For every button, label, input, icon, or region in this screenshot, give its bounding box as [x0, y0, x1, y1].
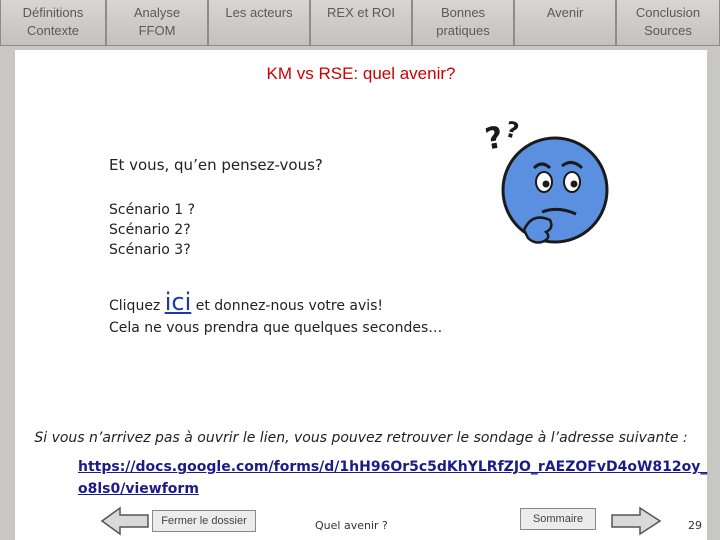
question-text: Et vous, qu’en pensez-vous? — [109, 156, 323, 174]
svg-text:?: ? — [503, 117, 521, 145]
tab-label-line1: Conclusion — [635, 5, 701, 20]
slide-number: 29 — [688, 519, 702, 532]
tab-definitions-contexte[interactable] — [0, 0, 106, 46]
svg-text:?: ? — [482, 120, 506, 158]
tab-label-line1: Définitions — [22, 5, 84, 20]
right-arrow-icon[interactable] — [610, 506, 662, 536]
cliquez-after: et donnez-nous votre avis! — [191, 298, 384, 314]
survey-link[interactable] — [78, 456, 708, 500]
tab-label-line2: Sources — [644, 23, 692, 38]
survey-link-line1: https://docs.google.com/forms/d/1hH96Or5c5dKhYLRfZJO_rAEZOFvD4oW812oy_ — [78, 459, 708, 475]
top-navigation — [0, 0, 720, 46]
tab-label-line1: Analyse — [133, 5, 181, 20]
scenario-item: Scénario 2? — [109, 222, 191, 238]
tab-label-line1: Avenir — [546, 5, 584, 20]
cliquez-before: Cliquez — [109, 298, 165, 314]
scenario-list — [109, 200, 195, 260]
tab-rex-roi[interactable] — [310, 0, 412, 46]
tab-avenir[interactable] — [514, 0, 616, 46]
tab-label-line1: REX et ROI — [327, 5, 395, 20]
tab-label-line2: pratiques — [436, 23, 490, 38]
slide-content — [15, 50, 707, 540]
quel-avenir-label: Quel avenir ? — [315, 519, 388, 532]
ici-link[interactable]: ici — [164, 288, 192, 316]
survey-link-line2: o8ls0/viewform — [78, 481, 199, 497]
tab-label-line2: FFOM — [138, 23, 176, 38]
cliquez-line — [109, 288, 383, 316]
scenario-item: Scénario 1 ? — [109, 202, 196, 218]
cela-text: Cela ne vous prendra que quelques secondes… — [109, 320, 443, 336]
tab-analyse-ffom[interactable] — [106, 0, 208, 46]
tab-label-line1: Bonnes — [440, 5, 486, 20]
tab-label-line2: Contexte — [26, 23, 80, 38]
sommaire-button[interactable]: Sommaire — [520, 508, 596, 530]
tab-les-acteurs[interactable] — [208, 0, 310, 46]
scenario-item: Scénario 3? — [109, 242, 191, 258]
tab-conclusion-sources[interactable] — [616, 0, 720, 46]
tab-bonnes-pratiques[interactable] — [412, 0, 514, 46]
thinking-face-icon — [480, 112, 610, 262]
info-text: Si vous n’arrivez pas à ouvrir le lien, vous pouvez retrouver le sondage à l’adresse suivante : — [34, 430, 688, 446]
left-arrow-icon[interactable] — [100, 506, 150, 536]
tab-label-line1: Les acteurs — [225, 5, 293, 20]
fermer-dossier-button[interactable]: Fermer le dossier — [152, 510, 256, 532]
slide-title: KM vs RSE: quel avenir? — [266, 64, 456, 83]
